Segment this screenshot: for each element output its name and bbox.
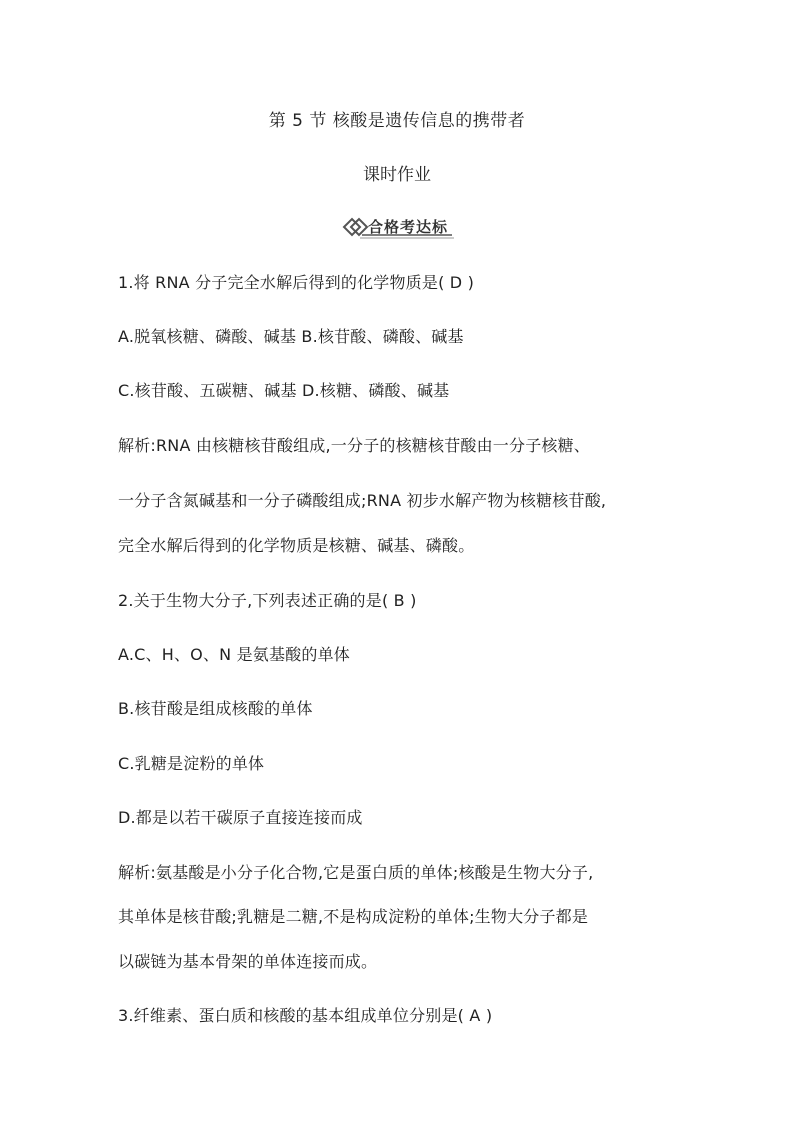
page-subtitle: 课时作业 — [363, 165, 431, 185]
question-1-options-cd: C.核苷酸、五碳糖、碱基 D.核糖、磷酸、碱基 — [118, 381, 450, 400]
badge-label: 合格考达标 — [368, 218, 449, 236]
section-title: 第 5 节 核酸是遗传信息的携带者 — [268, 111, 526, 131]
question-2: 2.关于生物大分子,下列表述正确的是( B ) — [118, 591, 417, 610]
question-1-options-ab: A.脱氧核糖、磷酸、碱基 B.核苷酸、磷酸、碱基 — [118, 327, 464, 346]
question-2-option-d: D.都是以若干碳原子直接连接而成 — [118, 808, 363, 827]
question-1-explanation-line-3: 完全水解后得到的化学物质是核糖、碱基、磷酸。 — [118, 536, 475, 555]
question-2-option-c: C.乳糖是淀粉的单体 — [118, 754, 265, 773]
question-2-explanation-line-2: 其单体是核苷酸;乳糖是二糖,不是构成淀粉的单体;生物大分子都是 — [118, 907, 589, 926]
question-1-explanation-line-2: 一分子含氮碱基和一分子磷酸组成;RNA 初步水解产物为核糖核苷酸, — [118, 491, 607, 510]
question-2-option-a: A.C、H、O、N 是氨基酸的单体 — [118, 645, 351, 664]
question-3: 3.纤维素、蛋白质和核酸的基本组成单位分别是( A ) — [118, 1006, 493, 1025]
question-1-explanation-line-1: 解析:RNA 由核糖核苷酸组成,一分子的核糖核苷酸由一分子核糖、 — [118, 436, 590, 455]
section-badge — [340, 212, 456, 242]
question-2-option-b: B.核苷酸是组成核酸的单体 — [118, 699, 313, 718]
question-1: 1.将 RNA 分子完全水解后得到的化学物质是( D ) — [118, 273, 475, 292]
question-2-explanation-line-3: 以碳链为基本骨架的单体连接而成。 — [118, 952, 378, 971]
question-2-explanation-line-1: 解析:氨基酸是小分子化合物,它是蛋白质的单体;核酸是生物大分子, — [118, 863, 594, 882]
